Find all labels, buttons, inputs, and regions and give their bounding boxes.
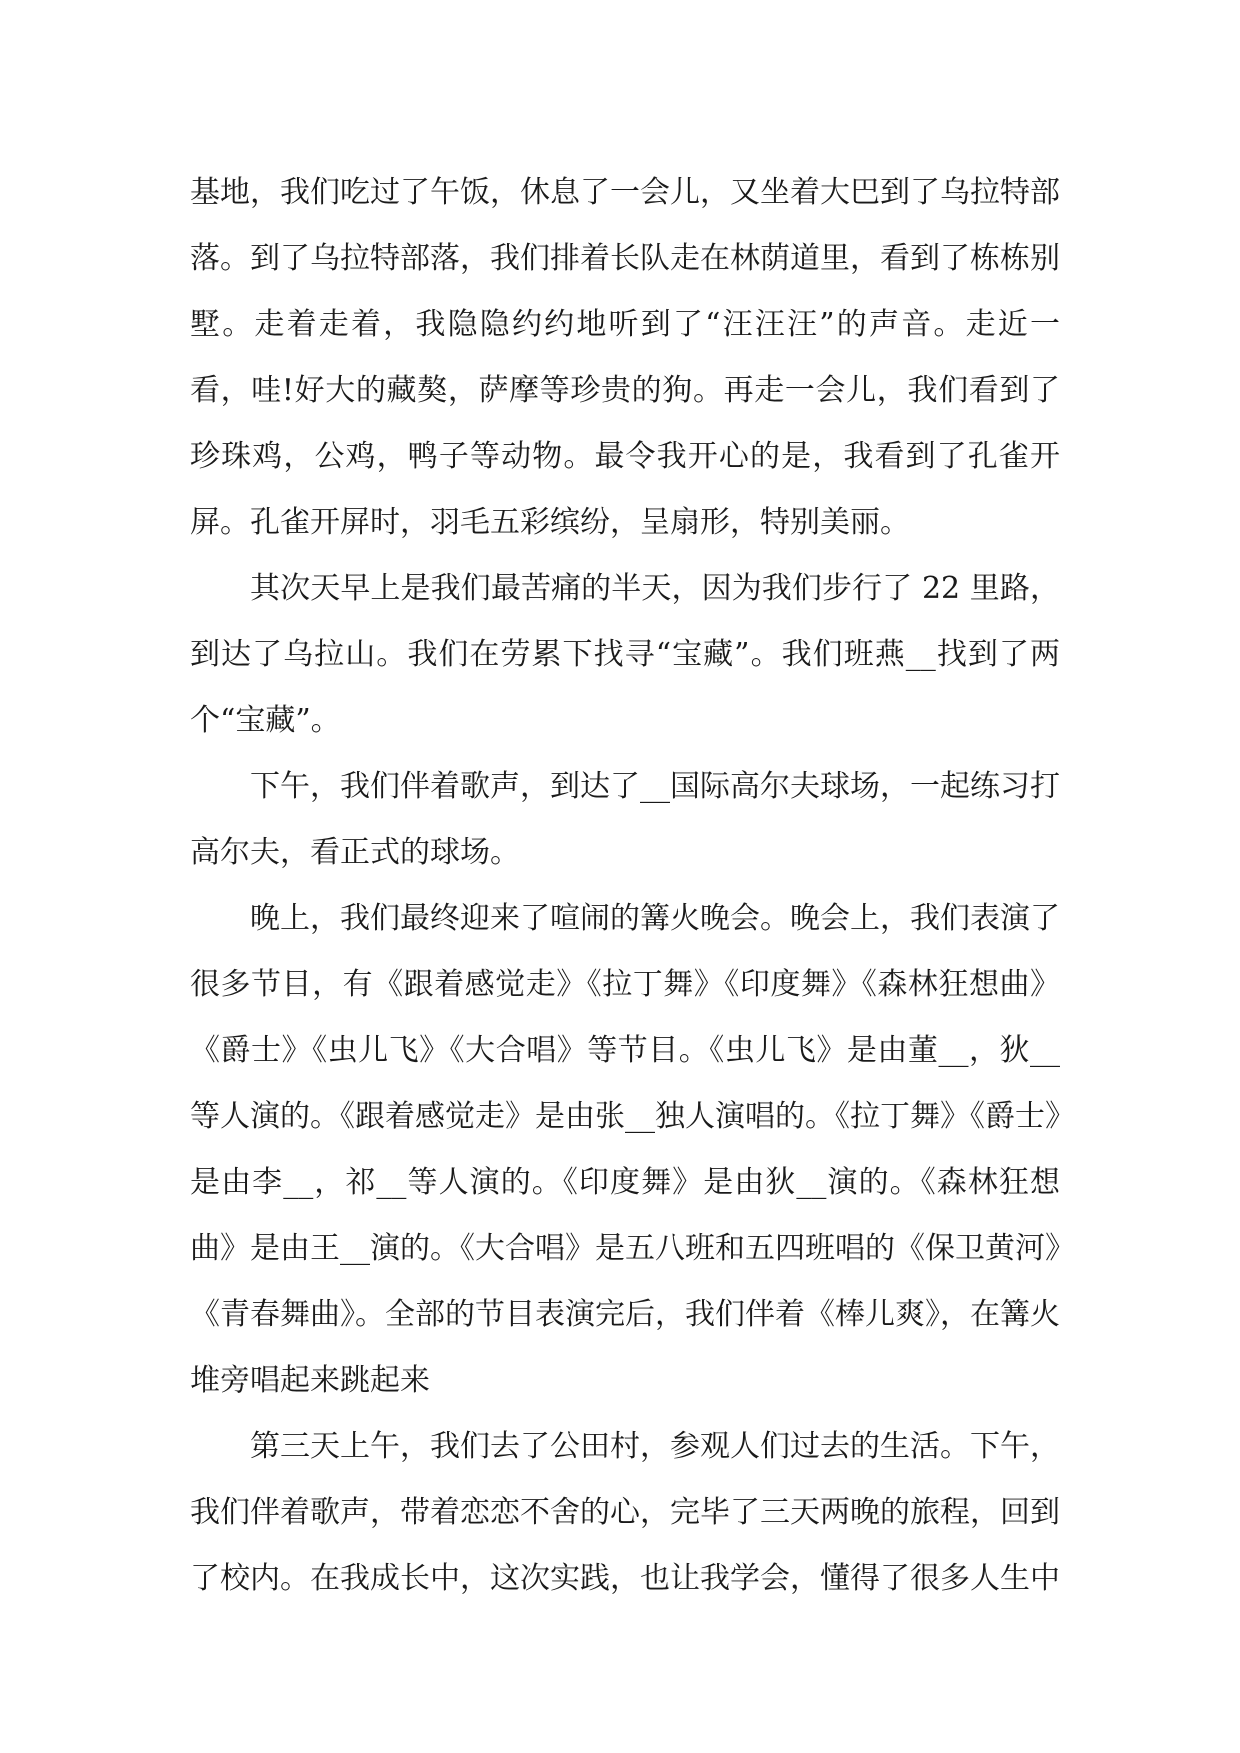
paragraph-2: 其次天早上是我们最苦痛的半天，因为我们步行了 22 里路，到达了乌拉山。我们在劳累下找寻“宝藏”。我们班燕__找到了两个“宝藏”。 (190, 571, 1060, 738)
paragraph-5: 第三天上午，我们去了公田村，参观人们过去的生活。下午，我们伴着歌声，带着恋恋不舍的心，完毕了三天两晚的旅程，回到了校内。在我成长中，这次实践，也让我学会，懂得了很多人生中 (190, 1429, 1060, 1596)
paragraph-1: 基地，我们吃过了午饭，休息了一会儿，又坐着大巴到了乌拉特部落。到了乌拉特部落，我们排着长队走在林荫道里，看到了栋栋别墅。走着走着，我隐隐约约地听到了“汪汪汪”的声音。走近一看，哇!好大的藏獒，萨摩等珍贵的狗。再走一会儿，我们看到了珍珠鸡，公鸡，鸭子等动物。最令我开心的是，我看到了孔雀开屏。孔雀开屏时，羽毛五彩缤纷，呈扇形，特别美丽。 (190, 175, 1060, 540)
document-body (190, 160, 1060, 1612)
paragraph-3: 下午，我们伴着歌声，到达了__国际高尔夫球场，一起练习打高尔夫，看正式的球场。 (190, 769, 1060, 870)
paragraph-4: 晚上，我们最终迎来了喧闹的篝火晚会。晚会上，我们表演了很多节目，有《跟着感觉走》《拉丁舞》《印度舞》《森林狂想曲》《爵士》《虫儿飞》《大合唱》等节目。《虫儿飞》是由董__，狄__等人演的。《跟着感觉走》是由张__独人演唱的。《拉丁舞》《爵士》是由李__，祁__等人演的。《印度舞》是由狄__演的。《森林狂想曲》是由王__演的。《大合唱》是五八班和五四班唱的《保卫黄河》《青春舞曲》。全部的节目表演完后，我们伴着《棒儿爽》，在篝火堆旁唱起来跳起来 (190, 901, 1060, 1398)
